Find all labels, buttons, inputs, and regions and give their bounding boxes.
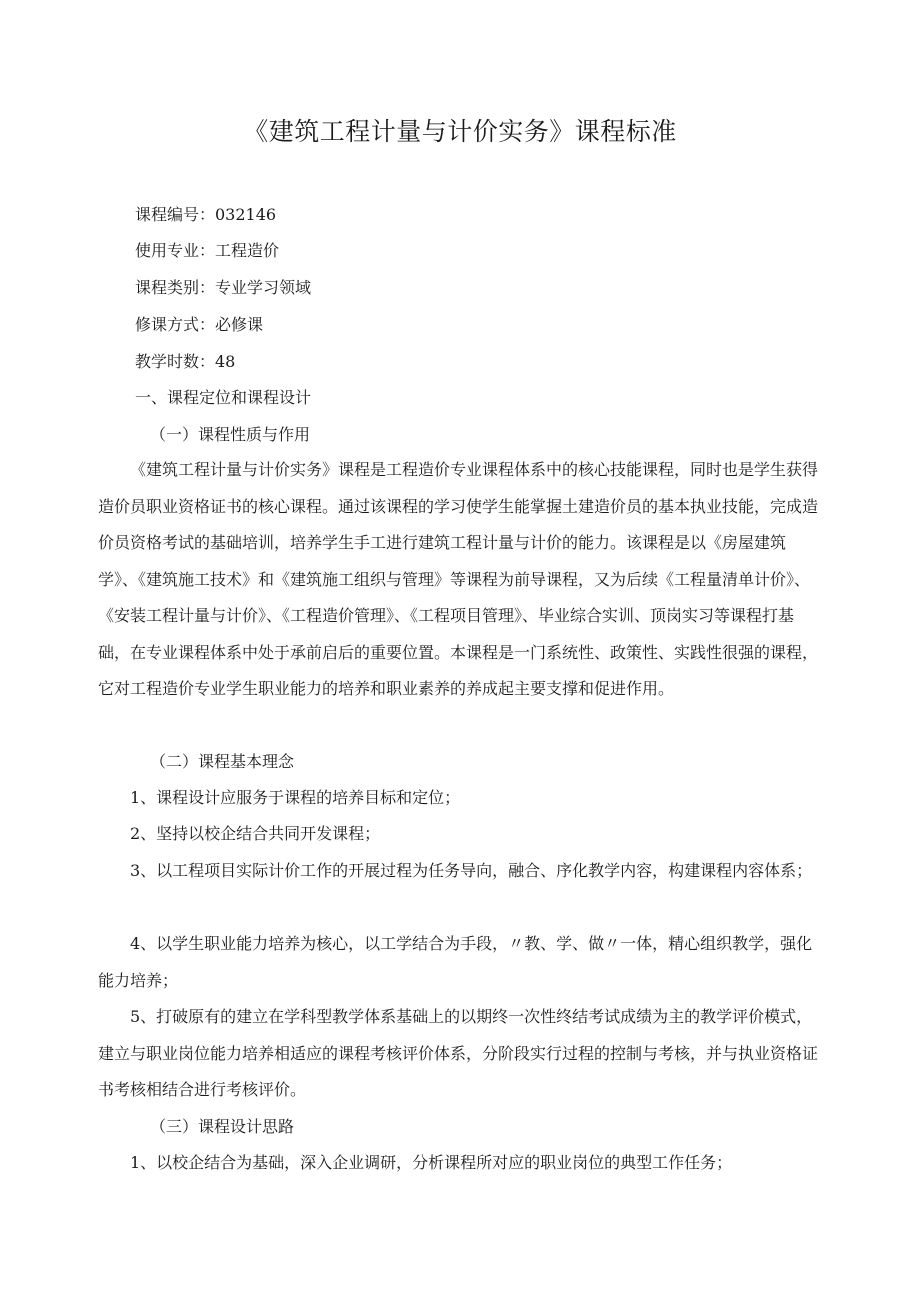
course-category: 课程类别：专业学习领域 (135, 278, 312, 297)
course-hours: 教学时数：48 (135, 352, 236, 371)
paragraph-nature: 《建筑工程计量与计价实务》课程是工程造价专业课程体系中的核心技能课程，同时也是学生获得造价员职业资格证书的核心课程。通过该课程的学习使学生能掌握土建造价员的基本执业技能，完成造价员资格考试的基础培训，培养学生手工进行建筑工程计量与计价的能力。该课程是以《房屋建筑学》、《建筑施工技术》和《建筑施工组织与管理》等课程为前导课程，又为后续《工程量清单计价》、《安装工程计量与计价》、《工程造价管理》、《工程项目管理》、毕业综合实训、顶岗实习等课程打基础，在专业课程体系中处于承前启后的重要位置。本课程是一门系统性、政策性、实践性很强的课程，它对工程造价专业学生职业能力的培养和职业素养的养成起主要支撑和促进作用。 (98, 460, 819, 698)
list-item: 5、打破原有的建立在学科型教学体系基础上的以期终一次性终结考试成绩为主的教学评价模式，建立与职业岗位能力培养相适应的课程考核评价体系，分阶段实行过程的控制与考核，并与执业资格证书考核相结合进行考核评价。 (98, 1007, 819, 1099)
section-heading: 一、课程定位和课程设计 (135, 388, 312, 407)
course-code: 课程编号：032146 (135, 205, 277, 224)
list-item: 1、课程设计应服务于课程的培养目标和定位； (130, 788, 461, 807)
document-title: 《建筑工程计量与计价实务》课程标准 (243, 117, 677, 146)
list-item: 4、以学生职业能力培养为核心，以工学结合为手段，〃教、学、做〃一体，精心组织教学，强化能力培养； (98, 934, 813, 990)
list-item: 3、以工程项目实际计价工作的开展过程为任务导向，融合、序化教学内容，构建课程内容体系； (130, 861, 813, 880)
subsection-heading-philosophy: （二）课程基本理念 (150, 752, 295, 771)
subsection-heading-nature: （一）课程性质与作用 (150, 425, 311, 444)
course-study-mode: 修课方式：必修课 (135, 315, 264, 334)
list-item: 1、以校企结合为基础，深入企业调研，分析课程所对应的职业岗位的典型工作任务； (130, 1153, 733, 1172)
list-item: 2、坚持以校企结合共同开发课程； (130, 824, 381, 843)
subsection-heading-design: （三）课程设计思路 (150, 1117, 295, 1136)
course-major: 使用专业：工程造价 (135, 241, 280, 260)
